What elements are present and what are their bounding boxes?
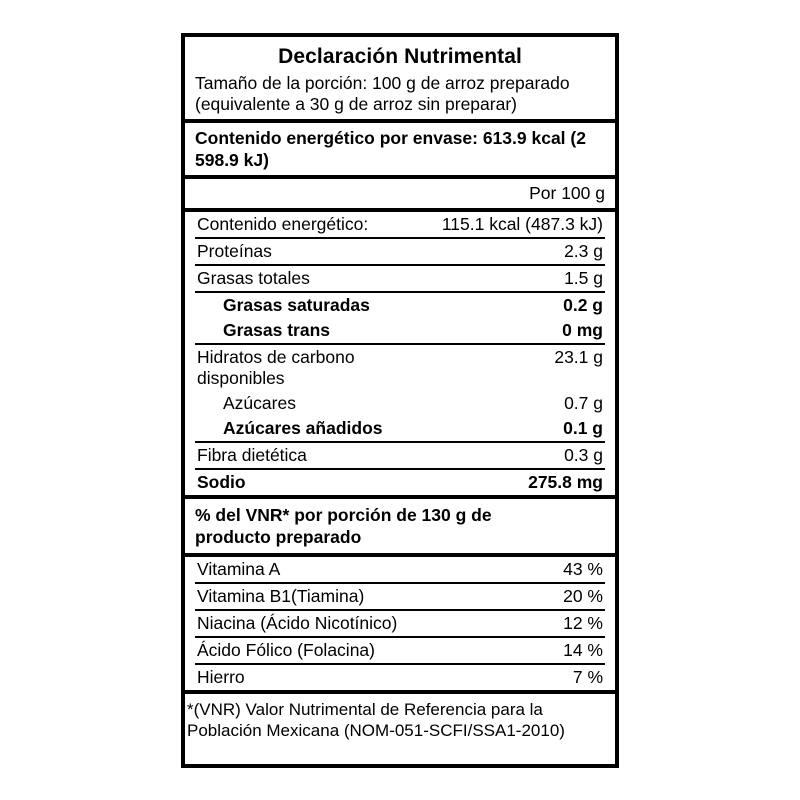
panel-title: Declaración Nutrimental <box>278 45 522 68</box>
vnr-header-line-1: % del VNR* por porción de 130 g de <box>195 505 492 525</box>
vitamin-name: Vitamina B1(Tiamina) <box>195 583 535 610</box>
nutrient-name: Grasas saturadas <box>195 292 442 318</box>
table-row <box>195 265 605 292</box>
table-row <box>195 610 605 637</box>
nutrient-name: Azúcares <box>223 393 296 413</box>
nutrient-name: Contenido energético: <box>197 214 369 234</box>
nutrients-table <box>195 212 605 495</box>
nutrient-value: 275.8 mg <box>442 469 605 495</box>
footnote-line-1: *(VNR) Valor Nutrimental de Referencia para la <box>187 700 543 719</box>
nutrient-name: Hidratos de carbono disponibles <box>195 344 442 391</box>
vnr-section-header <box>185 499 615 553</box>
nutrient-value: 2.3 g <box>442 238 605 265</box>
nutrients-section <box>185 212 615 495</box>
column-header-per-100g: Por 100 g <box>529 183 605 203</box>
table-row <box>195 318 605 344</box>
table-row <box>195 344 605 391</box>
vnr-header-line-2: producto preparado <box>195 527 362 547</box>
vitamins-section <box>185 557 615 690</box>
nutrient-value: 0.2 g <box>442 292 605 318</box>
nutrient-name: Fibra dietética <box>195 442 442 469</box>
nutrition-facts-panel <box>181 33 619 768</box>
vitamin-name: Hierro <box>195 664 535 690</box>
vitamin-name: Niacina (Ácido Nicotínico) <box>195 610 535 637</box>
footnote-block <box>185 694 615 745</box>
nutrient-value: 115.1 kcal (487.3 kJ) <box>441 214 603 234</box>
table-row <box>195 442 605 469</box>
vitamin-value: 43 % <box>563 559 603 579</box>
table-row <box>195 664 605 690</box>
serving-size-line-2: (equivalente a 30 g de arroz sin preparar) <box>195 94 517 114</box>
table-row <box>195 469 605 495</box>
table-row <box>195 557 605 583</box>
table-row <box>195 583 605 610</box>
vitamin-value: 14 % <box>535 637 605 664</box>
table-row <box>195 416 605 442</box>
vitamin-name: Ácido Fólico (Folacina) <box>195 637 535 664</box>
table-row <box>195 391 605 416</box>
vitamins-table <box>195 557 605 690</box>
nutrient-value: 0 mg <box>562 320 603 340</box>
table-row <box>195 212 605 238</box>
table-row <box>195 637 605 664</box>
nutrient-value: 1.5 g <box>442 265 605 292</box>
nutrient-name: Grasas trans <box>223 320 331 340</box>
vitamin-value: 12 % <box>535 610 605 637</box>
footnote-line-2: Población Mexicana (NOM-051-SCFI/SSA1-2010) <box>187 721 565 740</box>
nutrient-name: Proteínas <box>195 238 442 265</box>
nutrient-value: 23.1 g <box>442 344 605 391</box>
serving-size-block <box>185 73 615 119</box>
table-row <box>195 292 605 318</box>
table-row <box>195 238 605 265</box>
nutrient-name: Sodio <box>195 469 442 495</box>
serving-size-line-1: Tamaño de la porción: 100 g de arroz preparado <box>195 73 570 93</box>
nutrient-value: 0.7 g <box>564 393 603 413</box>
nutrient-value: 0.1 g <box>563 418 603 438</box>
energy-per-container: Contenido energético por envase: 613.9 kcal (2 598.9 kJ) <box>195 128 586 170</box>
vitamin-value: 7 % <box>535 664 605 690</box>
nutrient-value: 0.3 g <box>442 442 605 469</box>
nutrient-name: Azúcares añadidos <box>223 418 383 438</box>
vitamin-value: 20 % <box>535 583 605 610</box>
nutrient-name: Grasas totales <box>195 265 442 292</box>
vitamin-name: Vitamina A <box>197 559 281 579</box>
